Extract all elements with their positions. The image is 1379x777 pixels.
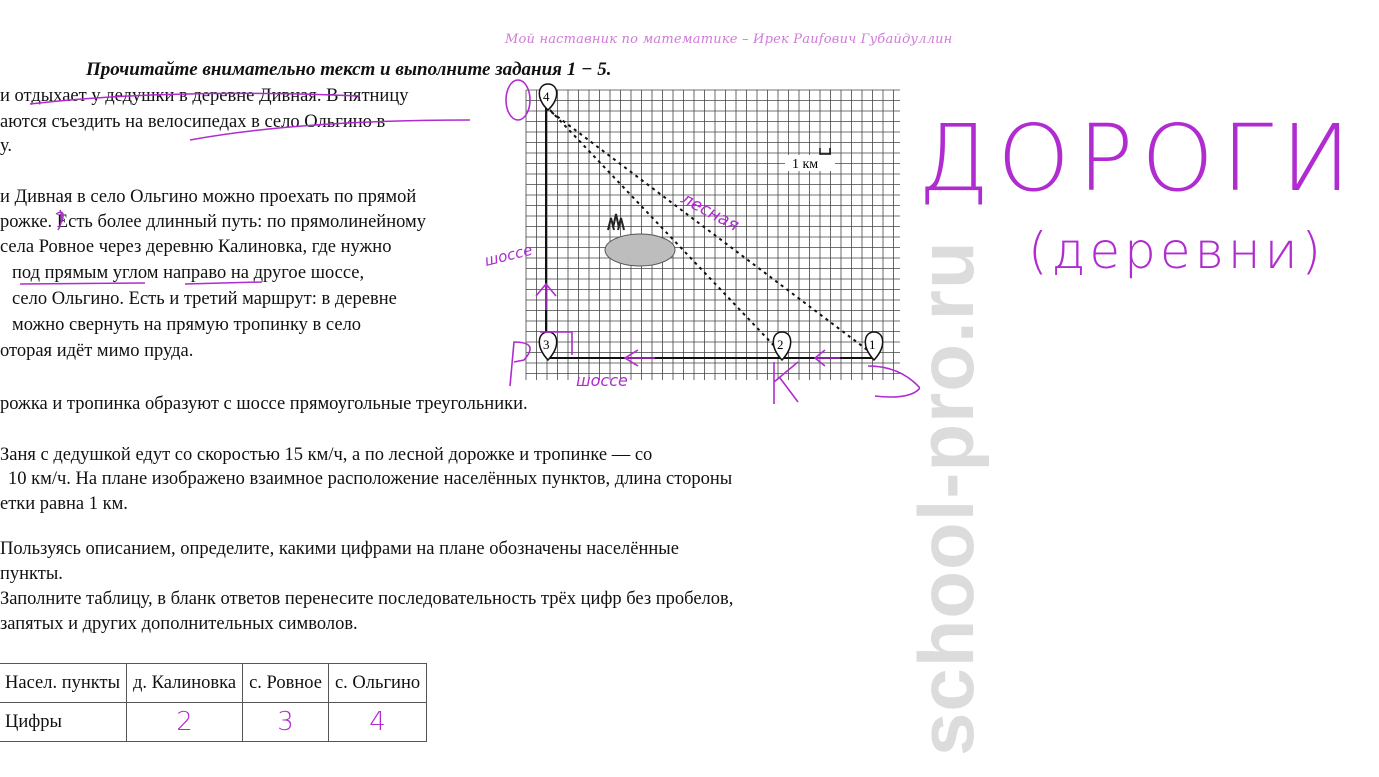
marker-1	[865, 332, 882, 360]
marker-label: 2	[777, 337, 784, 352]
answer-cell[interactable]: 2	[127, 703, 243, 742]
text-line: аются съездить на велосипедах в село Ольгино в	[0, 112, 386, 132]
marker-label: 3	[543, 337, 550, 352]
text-line: можно свернуть на прямую тропинку в село	[12, 315, 362, 335]
header-note: Мой наставник по математике – Ирек Раufович Губайдуллин	[505, 32, 953, 47]
letter-o-stroke	[506, 80, 530, 120]
answer-table	[0, 663, 427, 742]
forest-road-label: лесная	[677, 188, 743, 236]
answer-cell[interactable]: 4	[328, 703, 426, 742]
text-line: под прямым углом направо на другое шоссе,	[12, 263, 365, 283]
text-line: и Дивная в село Ольгино можно проехать по прямой	[0, 187, 417, 207]
text-line: рожка и тропинка образуют с шоссе прямоугольные треугольники.	[0, 394, 528, 414]
table-header: с. Ровное	[243, 664, 329, 703]
task-instruction: Прочитайте внимательно текст и выполните задания 1 − 5.	[86, 59, 612, 80]
row-label: Цифры	[0, 703, 127, 742]
text-line: рожке. Есть более длинный путь: по прямолинейному	[0, 212, 426, 232]
text-annotations	[0, 0, 520, 400]
table-header: с. Ольгино	[328, 664, 426, 703]
plan-grid	[526, 90, 900, 380]
underline-annotation	[20, 283, 145, 284]
highway-vertical-label: шоссе	[482, 240, 535, 270]
text-line: пункты.	[0, 564, 63, 584]
marker-2	[773, 332, 790, 360]
text-line: оторая идёт мимо пруда.	[0, 341, 194, 361]
table-header: Насел. пункты	[0, 664, 127, 703]
marker-label: 4	[543, 89, 550, 104]
text-line: села Ровное через деревню Калиновка, где нужно	[0, 237, 392, 257]
strike-annotation	[190, 120, 470, 140]
strike-annotation	[30, 93, 360, 104]
forest-road	[550, 110, 780, 352]
text-line: запятых и других дополнительных символов.	[0, 614, 358, 634]
marker-3	[539, 332, 556, 360]
watermark-text: school-pro.ru	[902, 240, 990, 756]
path-to-2	[546, 108, 870, 352]
pond	[605, 234, 675, 266]
handwritten-subtitle: (деревни)	[1028, 222, 1326, 280]
highway-bottom-label: шоссе	[576, 371, 628, 390]
letter-p-stroke	[510, 342, 530, 386]
marker-4	[539, 84, 556, 110]
handwriting-block	[900, 90, 1370, 310]
text-line: Заполните таблицу, в бланк ответов перенесите последовательность трёх цифр без пробелов,	[0, 589, 734, 609]
text-line: и отдыхает у дедушки в деревне Дивная. В пятницу	[0, 86, 409, 106]
scale-label: 1 км	[792, 157, 819, 172]
answer-cell[interactable]: 3	[243, 703, 329, 742]
text-line: етки равна 1 км.	[0, 494, 128, 514]
text-line: у.	[0, 136, 13, 156]
text-line: село Ольгино. Есть и третий маршрут: в деревне	[12, 289, 397, 309]
table-row	[0, 664, 427, 703]
text-line: Заня с дедушкой едут со скоростью 15 км/ч, а по лесной дорожке и тропинке — со	[0, 445, 653, 465]
letter-k-stroke	[774, 362, 798, 404]
handwritten-title: ДОРОГИ	[918, 105, 1359, 212]
marker-label: 1	[869, 337, 876, 352]
table-row	[0, 703, 427, 742]
underline-annotation	[185, 282, 262, 284]
arrow-up	[536, 284, 556, 310]
text-line: 10 км/ч. На плане изображено взаимное расположение населённых пунктов, длина стороны	[8, 469, 733, 489]
table-header: д. Калиновка	[127, 664, 243, 703]
text-line: Пользуясь описанием, определите, какими цифрами на плане обозначены населённые	[0, 539, 679, 559]
mark-annotation	[56, 210, 63, 230]
village-plan	[480, 70, 920, 410]
loop-stroke	[868, 366, 920, 397]
